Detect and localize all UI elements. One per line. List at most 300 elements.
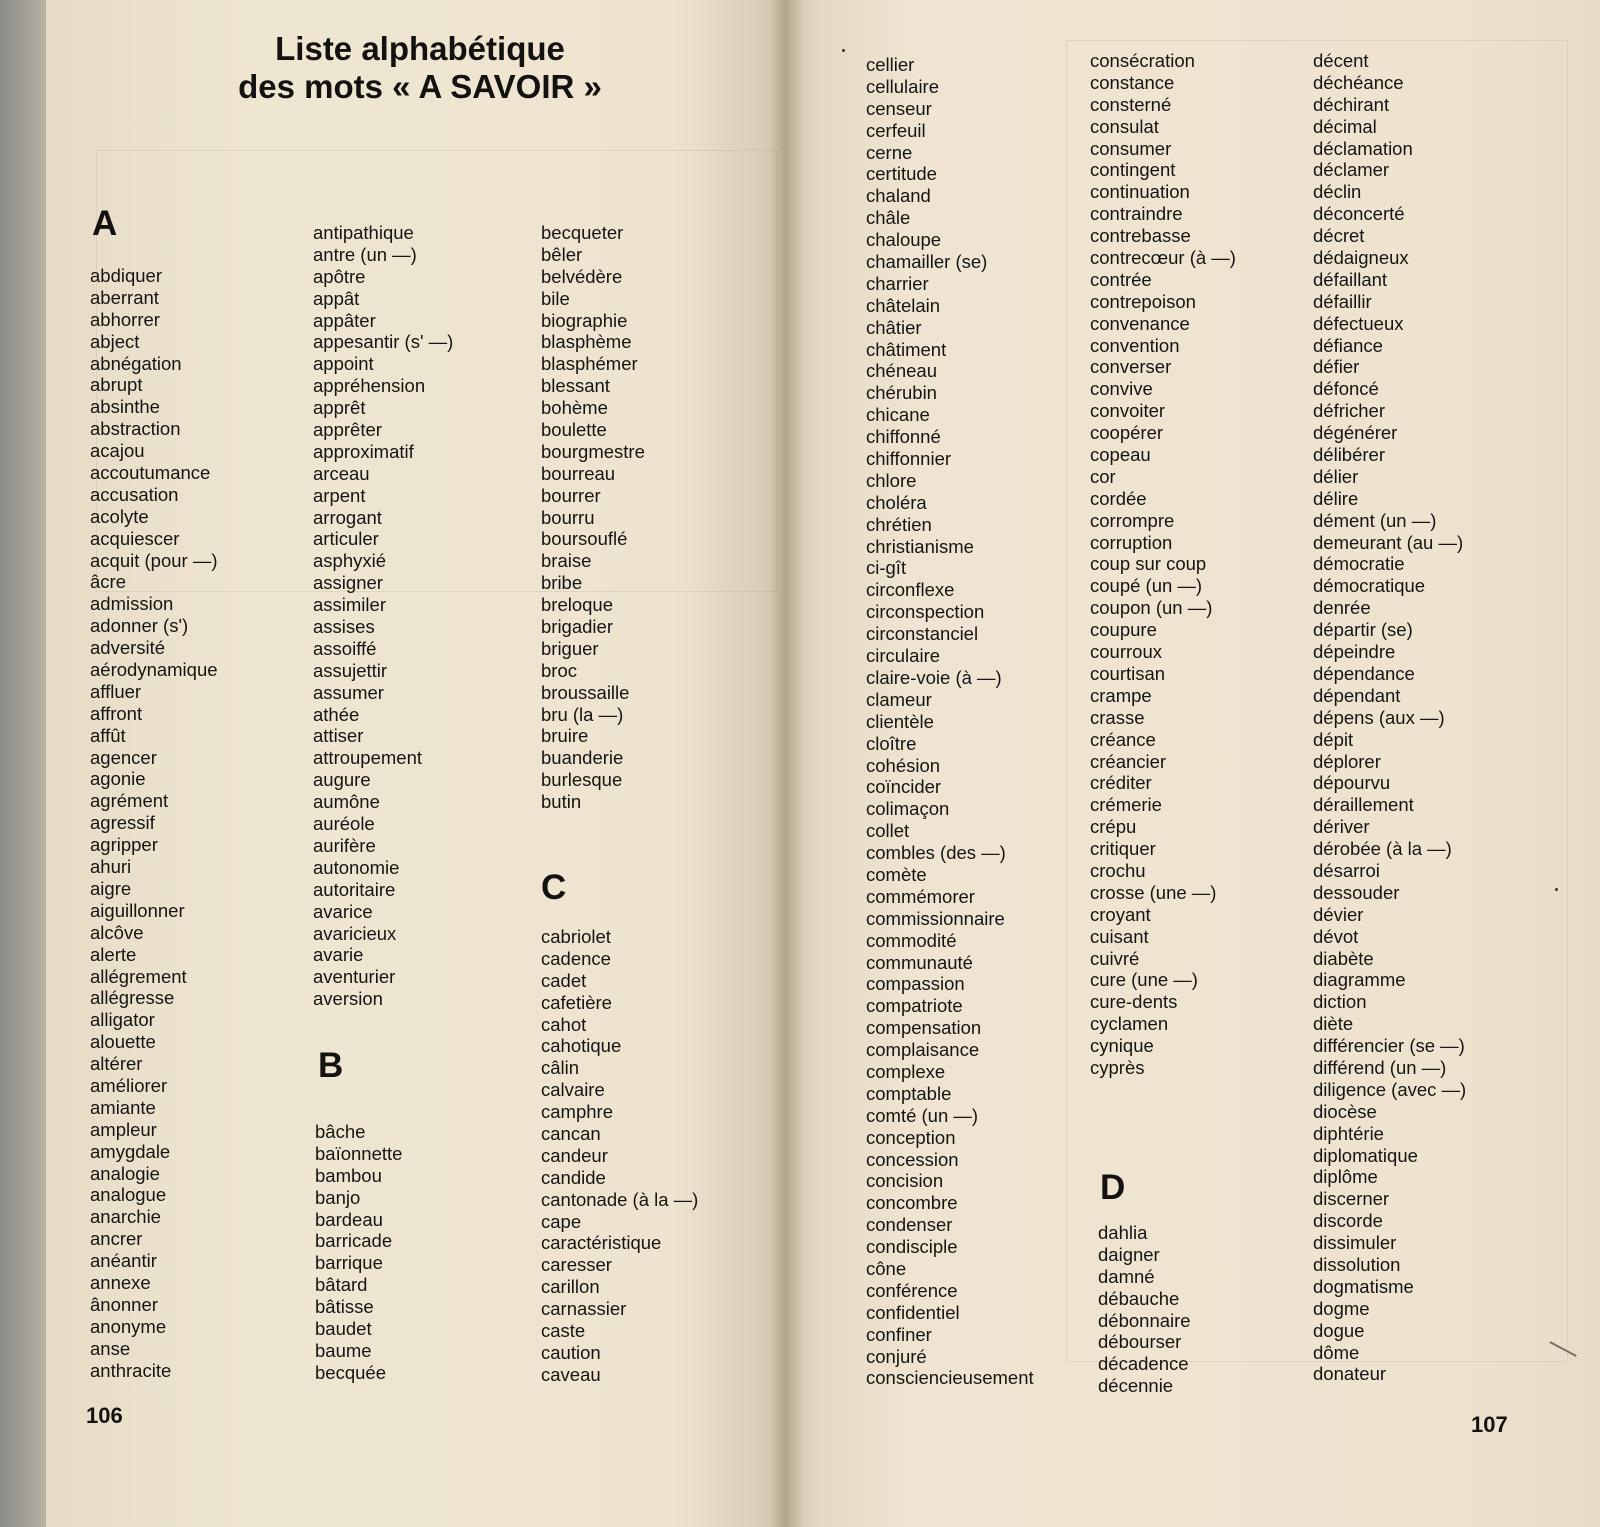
word-entry: coup sur coup (1090, 553, 1207, 575)
word-entry: diligence (avec —) (1313, 1078, 1467, 1100)
word-entry: affront (90, 702, 143, 724)
word-entry: barrique (315, 1252, 383, 1274)
word-entry: burlesque (541, 769, 623, 791)
word-entry: accoutumance (90, 462, 211, 484)
word-entry: défaillir (1313, 290, 1372, 312)
word-entry: cerne (866, 141, 913, 163)
word-entry: courtisan (1090, 662, 1166, 684)
word-entry: antipathique (313, 222, 414, 243)
word-entry: discorde (1313, 1210, 1383, 1232)
word-entry: cadence (541, 947, 611, 969)
word-entry: cure-dents (1090, 991, 1178, 1013)
word-entry: agencer (90, 746, 157, 768)
word-entry: diagramme (1313, 969, 1406, 991)
word-entry: bourgmestre (541, 440, 645, 462)
word-entry: conférence (866, 1279, 958, 1301)
section-letter-a: A (92, 204, 118, 243)
word-entry: cafetière (541, 991, 612, 1013)
word-entry: constance (1090, 71, 1175, 93)
word-entry: débonnaire (1098, 1309, 1191, 1331)
word-entry: agrément (90, 790, 169, 812)
word-entry: crépu (1090, 816, 1137, 838)
word-entry: dériver (1313, 816, 1370, 838)
word-entry: cordée (1090, 487, 1147, 509)
page-title (140, 30, 700, 106)
word-entry: becqueter (541, 222, 624, 243)
word-entry: corrompre (1090, 509, 1175, 531)
word-entry: baïonnette (315, 1142, 403, 1164)
word-entry: autoritaire (313, 878, 396, 900)
word-entry: collet (866, 820, 910, 842)
word-entry: conception (866, 1126, 956, 1148)
word-entry: dépens (aux —) (1313, 706, 1445, 728)
word-entry: aumône (313, 791, 380, 813)
word-entry: adversité (90, 637, 166, 659)
word-entry: bru (la —) (541, 703, 624, 725)
word-entry: boulette (541, 419, 607, 441)
word-entry: défoncé (1313, 378, 1379, 400)
word-entry: chaland (866, 185, 931, 207)
word-entry: commémorer (866, 885, 975, 907)
word-entry: aigre (90, 877, 132, 899)
word-entry: alerte (90, 943, 137, 965)
section-letter-b: B (318, 1046, 344, 1085)
word-entry: corruption (1090, 531, 1173, 553)
word-entry: discerner (1313, 1188, 1390, 1210)
word-entry: contrebasse (1090, 225, 1191, 247)
word-entry: certitude (866, 163, 937, 185)
word-entry: cahotique (541, 1035, 622, 1057)
word-entry: candide (541, 1166, 606, 1188)
word-entry: déclamer (1313, 159, 1390, 181)
word-entry: barricade (315, 1230, 393, 1252)
word-entry: convenance (1090, 312, 1190, 334)
word-entry: commodité (866, 929, 957, 951)
word-entry: bourrer (541, 484, 601, 506)
word-column (1313, 50, 1466, 1385)
word-entry: chiffonné (866, 426, 941, 448)
word-entry: complexe (866, 1060, 946, 1082)
word-entry: caste (541, 1320, 586, 1342)
word-entry: continuation (1090, 181, 1190, 203)
word-entry: cape (541, 1210, 582, 1232)
word-entry: blasphème (541, 331, 632, 353)
word-entry: âcre (90, 571, 126, 593)
word-entry: consciencieusement (866, 1367, 1034, 1389)
word-entry: chicane (866, 404, 930, 426)
word-entry: démocratie (1313, 553, 1405, 575)
word-entry: dépendance (1313, 662, 1415, 684)
word-entry: analogue (90, 1184, 167, 1206)
word-entry: cuivré (1090, 947, 1140, 969)
word-entry: confidentiel (866, 1301, 960, 1323)
word-entry: dépourvu (1313, 772, 1391, 794)
word-entry: appât (313, 287, 360, 309)
word-entry: créditer (1090, 772, 1152, 794)
word-entry: caveau (541, 1363, 601, 1385)
title-line-1: Liste alphabétique (275, 30, 565, 67)
word-entry: abnégation (90, 352, 182, 374)
word-entry: assujettir (313, 659, 388, 681)
word-entry: crémerie (1090, 794, 1162, 816)
word-entry: anse (90, 1337, 131, 1359)
word-entry: bile (541, 287, 570, 309)
word-entry: chérubin (866, 382, 937, 404)
word-entry: cancan (541, 1123, 601, 1145)
word-entry: débourser (1098, 1331, 1182, 1353)
word-entry: déchéance (1313, 71, 1404, 93)
word-entry: anéantir (90, 1250, 157, 1272)
word-entry: dogue (1313, 1319, 1365, 1341)
word-entry: cynique (1090, 1035, 1154, 1057)
word-entry: cabriolet (541, 926, 611, 947)
word-entry: confiner (866, 1323, 932, 1345)
word-column (1090, 50, 1236, 1079)
word-entry: déplorer (1313, 750, 1381, 772)
binding-edge (0, 0, 46, 1527)
word-entry: contingent (1090, 159, 1176, 181)
word-entry: châtier (866, 316, 922, 338)
word-entry: aversion (313, 988, 383, 1010)
word-entry: autonomie (313, 856, 400, 878)
word-entry: dédaigneux (1313, 247, 1409, 269)
word-entry: athée (313, 703, 360, 725)
book-gutter (770, 0, 804, 1527)
word-entry: chamailler (se) (866, 251, 988, 273)
word-entry: coupé (un —) (1090, 575, 1203, 597)
word-entry: bâtard (315, 1274, 368, 1296)
word-entry: câlin (541, 1057, 580, 1079)
word-entry: bourru (541, 506, 595, 528)
word-entry: consécration (1090, 50, 1195, 71)
word-entry: diction (1313, 991, 1367, 1013)
word-entry: apprêter (313, 419, 382, 441)
word-entry: charrier (866, 272, 929, 294)
word-entry: aiguillonner (90, 899, 185, 921)
word-entry: dogme (1313, 1297, 1370, 1319)
word-entry: délire (1313, 487, 1359, 509)
word-entry: alligator (90, 1009, 155, 1031)
word-entry: châle (866, 207, 911, 229)
word-entry: acquit (pour —) (90, 549, 218, 571)
word-entry: dissimuler (1313, 1232, 1397, 1254)
word-entry: bourreau (541, 462, 616, 484)
word-entry: diète (1313, 1013, 1354, 1035)
word-entry: copeau (1090, 444, 1151, 466)
word-entry: abhorrer (90, 308, 160, 330)
word-entry: dérobée (à la —) (1313, 838, 1452, 860)
word-entry: denrée (1313, 597, 1371, 619)
word-entry: bêler (541, 243, 583, 265)
word-entry: consterné (1090, 93, 1172, 115)
word-entry: claire-voie (à —) (866, 666, 1002, 688)
word-entry: cuisant (1090, 925, 1149, 947)
word-entry: déchirant (1313, 93, 1390, 115)
word-entry: colimaçon (866, 798, 950, 820)
word-entry: convive (1090, 378, 1153, 400)
word-entry: diabète (1313, 947, 1374, 969)
word-entry: cellier (866, 54, 915, 75)
word-entry: avarice (313, 900, 373, 922)
word-entry: débauche (1098, 1287, 1180, 1309)
word-entry: déclamation (1313, 137, 1413, 159)
word-entry: baudet (315, 1318, 372, 1340)
word-entry: alcôve (90, 921, 144, 943)
word-entry: crochu (1090, 859, 1146, 881)
word-entry: défectueux (1313, 312, 1404, 334)
word-column (90, 265, 218, 1381)
word-entry: abstraction (90, 418, 181, 440)
word-entry: ânonner (90, 1293, 158, 1315)
page-number: 107 (1471, 1412, 1508, 1437)
word-entry: boursouflé (541, 528, 628, 550)
word-entry: dessouder (1313, 881, 1400, 903)
word-entry: appoint (313, 353, 374, 375)
word-entry: absinthe (90, 396, 160, 418)
word-entry: coupure (1090, 619, 1157, 641)
word-entry: allégrement (90, 965, 187, 987)
word-entry: comté (un —) (866, 1104, 979, 1126)
word-entry: départir (se) (1313, 619, 1413, 641)
word-entry: défier (1313, 356, 1360, 378)
word-entry: dahlia (1098, 1222, 1148, 1243)
word-entry: arrogant (313, 506, 382, 528)
word-entry: abdiquer (90, 265, 163, 286)
word-entry: analogie (90, 1162, 160, 1184)
word-entry: appesantir (s' —) (313, 331, 454, 353)
word-entry: cure (une —) (1090, 969, 1198, 991)
word-entry: cerfeuil (866, 119, 926, 141)
page-number: 106 (86, 1403, 123, 1428)
word-entry: acajou (90, 440, 145, 462)
word-entry: comète (866, 863, 927, 885)
word-entry: coïncider (866, 776, 942, 798)
word-entry: antre (un —) (313, 243, 417, 265)
word-entry: broussaille (541, 681, 630, 703)
word-column (313, 222, 453, 1010)
word-entry: abject (90, 330, 140, 352)
word-entry: banjo (315, 1186, 361, 1208)
word-entry: décennie (1098, 1375, 1174, 1397)
word-entry: délier (1313, 465, 1359, 487)
word-entry: dépit (1313, 728, 1354, 750)
word-entry: convention (1090, 334, 1180, 356)
word-entry: affût (90, 724, 126, 746)
word-entry: auréole (313, 813, 375, 835)
word-entry: candeur (541, 1144, 608, 1166)
word-entry: briguer (541, 637, 599, 659)
word-entry: amygdale (90, 1140, 171, 1162)
word-entry: combles (des —) (866, 842, 1006, 864)
word-entry: cellulaire (866, 75, 940, 97)
word-entry: assoiffé (313, 637, 377, 659)
word-entry: condisciple (866, 1236, 958, 1258)
word-entry: braise (541, 550, 592, 572)
word-entry: délibérer (1313, 444, 1385, 466)
word-entry: asphyxié (313, 550, 387, 572)
word-entry: censeur (866, 97, 932, 119)
word-entry: bruire (541, 725, 589, 747)
word-entry: critiquer (1090, 838, 1156, 860)
word-entry: défaillant (1313, 268, 1388, 290)
word-entry: assigner (313, 572, 383, 594)
word-entry: breloque (541, 594, 614, 616)
word-entry: carillon (541, 1276, 600, 1298)
word-entry: contrepoison (1090, 290, 1196, 312)
word-entry: diphtérie (1313, 1122, 1384, 1144)
word-entry: cadet (541, 969, 587, 991)
word-entry: châtelain (866, 294, 941, 316)
word-entry: belvédère (541, 265, 623, 287)
word-entry: cyclamen (1090, 1013, 1169, 1035)
word-entry: dément (un —) (1313, 509, 1437, 531)
word-entry: camphre (541, 1101, 613, 1123)
word-entry: arceau (313, 462, 370, 484)
word-entry: circonflexe (866, 579, 955, 601)
word-entry: contraindre (1090, 203, 1183, 225)
word-entry: avarie (313, 944, 364, 966)
word-entry: coopérer (1090, 422, 1164, 444)
word-entry: ancrer (90, 1228, 143, 1250)
word-entry: améliorer (90, 1074, 168, 1096)
print-speck (1555, 888, 1558, 891)
word-entry: diplomatique (1313, 1144, 1418, 1166)
word-entry: châtiment (866, 338, 947, 360)
title-line-2: des mots « A SAVOIR » (238, 68, 602, 105)
word-column (1098, 1222, 1191, 1397)
word-entry: approximatif (313, 440, 414, 462)
word-entry: admission (90, 593, 174, 615)
word-entry: alouette (90, 1031, 156, 1053)
word-entry: concombre (866, 1192, 958, 1214)
word-entry: demeurant (au —) (1313, 531, 1464, 553)
word-entry: cahot (541, 1013, 587, 1035)
word-entry: daigner (1098, 1243, 1160, 1265)
word-entry: broc (541, 659, 577, 681)
print-speck (842, 49, 845, 52)
word-entry: dôme (1313, 1341, 1360, 1363)
word-entry: bambou (315, 1164, 382, 1186)
word-entry: buanderie (541, 747, 624, 769)
word-entry: bâche (315, 1121, 366, 1142)
word-entry: bribe (541, 572, 583, 594)
word-entry: dissolution (1313, 1253, 1401, 1275)
word-entry: chaloupe (866, 229, 942, 251)
word-entry: calvaire (541, 1079, 605, 1101)
word-entry: cor (1090, 465, 1116, 487)
word-entry: cantonade (à la —) (541, 1188, 699, 1210)
word-entry: aberrant (90, 286, 159, 308)
word-entry: attroupement (313, 747, 423, 769)
word-entry: décent (1313, 50, 1369, 71)
word-entry: amiante (90, 1096, 156, 1118)
word-entry: caractéristique (541, 1232, 662, 1254)
word-entry: circonspection (866, 601, 985, 623)
word-entry: clameur (866, 688, 932, 710)
word-entry: compensation (866, 1017, 982, 1039)
word-entry: assimiler (313, 594, 386, 616)
word-entry: annexe (90, 1271, 151, 1293)
word-entry: cohésion (866, 754, 941, 776)
word-entry: chiffonnier (866, 448, 952, 470)
word-entry: christianisme (866, 535, 974, 557)
word-entry: décadence (1098, 1353, 1189, 1375)
word-entry: brigadier (541, 616, 613, 638)
word-entry: biographie (541, 309, 628, 331)
word-entry: choléra (866, 491, 927, 513)
word-entry: apôtre (313, 265, 366, 287)
word-entry: caution (541, 1341, 601, 1363)
word-entry: articuler (313, 528, 379, 550)
word-entry: bohème (541, 397, 608, 419)
word-entry: acolyte (90, 505, 149, 527)
word-entry: blasphémer (541, 353, 638, 375)
word-entry: adonner (s') (90, 615, 189, 637)
word-entry: butin (541, 791, 582, 813)
word-entry: agressif (90, 812, 155, 834)
word-entry: décret (1313, 225, 1365, 247)
word-entry: assumer (313, 681, 384, 703)
word-entry: anarchie (90, 1206, 161, 1228)
word-entry: ahuri (90, 856, 132, 878)
word-entry: circulaire (866, 645, 941, 667)
word-entry: dépendant (1313, 684, 1401, 706)
word-entry: damné (1098, 1265, 1155, 1287)
word-entry: décimal (1313, 115, 1377, 137)
word-entry: clientèle (866, 710, 934, 732)
word-entry: appréhension (313, 375, 426, 397)
word-entry: dévot (1313, 925, 1359, 947)
word-entry: agripper (90, 834, 158, 856)
word-entry: dévier (1313, 903, 1364, 925)
word-entry: convoiter (1090, 400, 1166, 422)
word-entry: caresser (541, 1254, 612, 1276)
word-column (541, 926, 698, 1386)
word-entry: différend (un —) (1313, 1056, 1447, 1078)
word-entry: avaricieux (313, 922, 397, 944)
word-entry: désarroi (1313, 859, 1380, 881)
word-entry: commissionnaire (866, 907, 1005, 929)
word-entry: croyant (1090, 903, 1151, 925)
word-entry: concession (866, 1148, 959, 1170)
word-entry: dépeindre (1313, 641, 1396, 663)
word-entry: donateur (1313, 1363, 1387, 1385)
word-entry: coupon (un —) (1090, 597, 1213, 619)
word-entry: dogmatisme (1313, 1275, 1414, 1297)
word-entry: contrecœur (à —) (1090, 247, 1236, 269)
word-entry: compatriote (866, 995, 963, 1017)
word-entry: altérer (90, 1053, 143, 1075)
word-entry: converser (1090, 356, 1172, 378)
word-entry: contrée (1090, 268, 1152, 290)
word-entry: concision (866, 1170, 944, 1192)
section-letter-c: C (541, 868, 567, 907)
word-entry: agonie (90, 768, 146, 790)
word-entry: chrétien (866, 513, 932, 535)
word-entry: ci-gît (866, 557, 907, 579)
word-entry: défiance (1313, 334, 1383, 356)
word-entry: conjuré (866, 1345, 927, 1367)
word-entry: condenser (866, 1214, 953, 1236)
word-entry: cloître (866, 732, 917, 754)
word-entry: aurifère (313, 834, 376, 856)
word-entry: complaisance (866, 1039, 980, 1061)
word-entry: abrupt (90, 374, 143, 396)
word-entry: baume (315, 1339, 372, 1361)
word-entry: acquiescer (90, 527, 180, 549)
word-entry: cyprès (1090, 1056, 1145, 1078)
word-entry: anonyme (90, 1315, 167, 1337)
